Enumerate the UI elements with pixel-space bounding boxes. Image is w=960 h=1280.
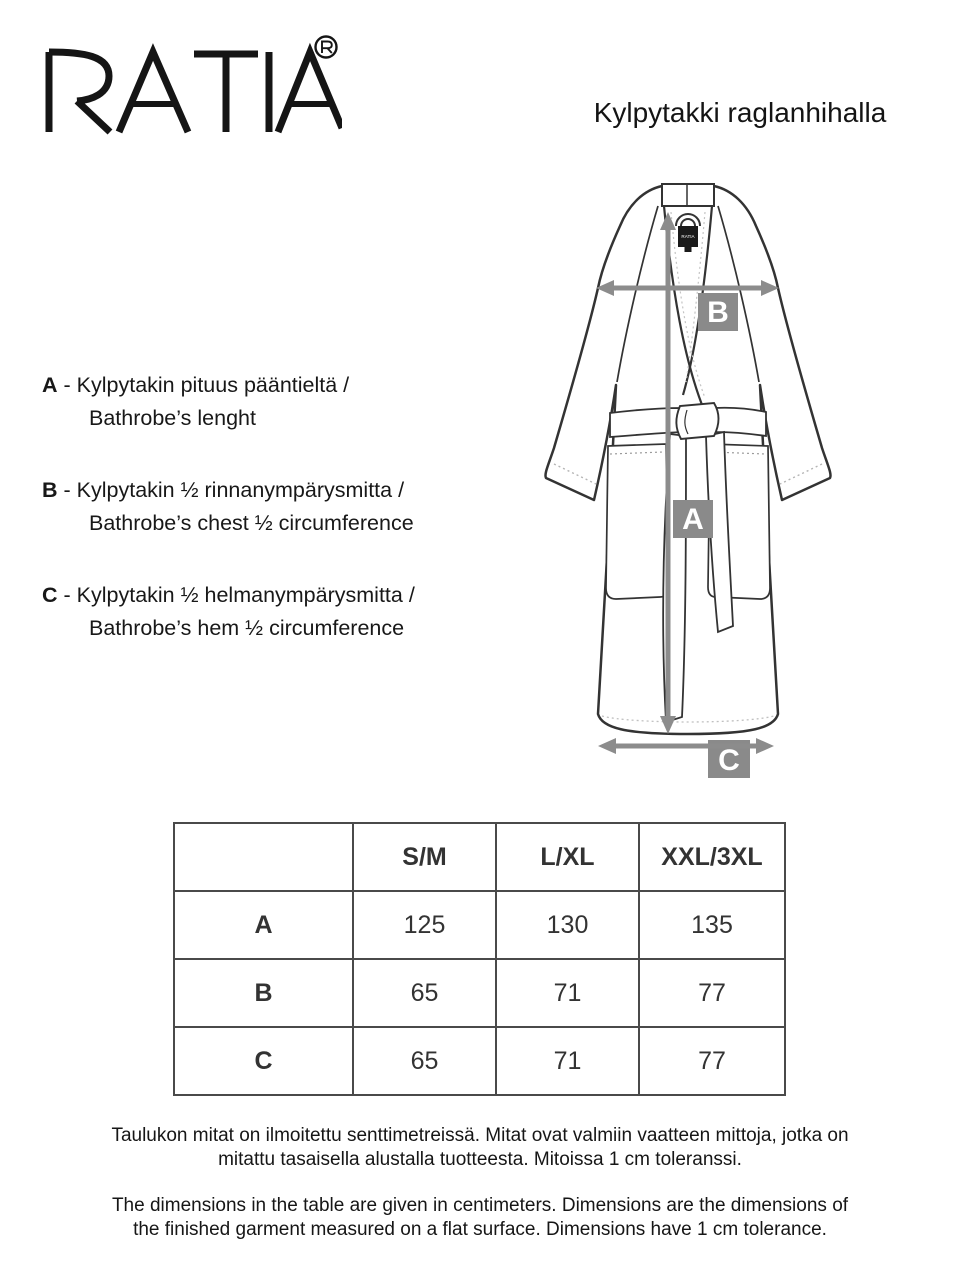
neck-label-text: RATIA xyxy=(681,234,695,239)
value-b-lxl: 71 xyxy=(496,959,639,1027)
footnote-en-line2: the finished garment measured on a flat surface. Dimensions have 1 cm tolerance. xyxy=(133,1219,827,1240)
value-c-xxl3xl: 77 xyxy=(639,1027,785,1095)
footnote-fi-line1: Taulukon mitat on ilmoitettu senttimetreissä. Mitat ovat valmiin vaatteen mittoja, jotka on xyxy=(111,1125,849,1146)
size-table-col-sm: S/M xyxy=(353,823,496,891)
diagram-label-c: C xyxy=(718,744,740,777)
legend-text-en-a: Bathrobe’s lenght xyxy=(89,406,256,430)
legend-text-fi-a: Kylpytakin pituus pääntieltä / xyxy=(76,373,350,397)
legend-separator: - xyxy=(57,583,77,607)
size-table-col-lxl: L/XL xyxy=(496,823,639,891)
legend-separator: - xyxy=(57,478,77,502)
row-label-a: A xyxy=(174,891,353,959)
footnote-fi-line2: mitattu tasaisella alustalla tuotteesta. Mitoissa 1 cm toleranssi. xyxy=(218,1149,742,1170)
diagram-label-a: A xyxy=(682,503,704,536)
ratia-logo xyxy=(42,34,342,138)
legend-text-fi-b: Kylpytakin ½ rinnanympärysmitta / xyxy=(76,478,405,502)
ratia-logo-graphic xyxy=(42,34,342,138)
value-b-xxl3xl: 77 xyxy=(639,959,785,1027)
value-c-lxl: 71 xyxy=(496,1027,639,1095)
page-title: Kylpytakki raglanhihalla xyxy=(593,97,887,128)
legend-text-en-c: Bathrobe’s hem ½ circumference xyxy=(89,616,405,640)
row-label-b: B xyxy=(174,959,353,1027)
legend-key-b: B xyxy=(42,478,58,502)
value-a-sm: 125 xyxy=(353,891,496,959)
size-table-col-xxl3xl: XXL/3XL xyxy=(639,823,785,891)
footnote-finnish xyxy=(0,1124,960,1172)
bathrobe-measurement-diagram xyxy=(530,170,950,810)
footnote-en-line1: The dimensions in the table are given in centimeters. Dimensions are the dimensions of xyxy=(111,1195,849,1216)
legend-item-b xyxy=(42,474,542,540)
table-row xyxy=(174,959,785,1027)
legend-key-a: A xyxy=(42,373,58,397)
table-row xyxy=(174,1027,785,1095)
legend-text-fi-c: Kylpytakin ½ helmanympärysmitta / xyxy=(76,583,415,607)
legend-separator: - xyxy=(57,373,77,397)
value-a-xxl3xl: 135 xyxy=(639,891,785,959)
value-b-sm: 65 xyxy=(353,959,496,1027)
size-table-header-row xyxy=(174,823,785,891)
value-c-sm: 65 xyxy=(353,1027,496,1095)
legend-item-c xyxy=(42,579,542,645)
table-row xyxy=(174,891,785,959)
row-label-c: C xyxy=(174,1027,353,1095)
legend-item-a xyxy=(42,369,542,435)
legend-key-c: C xyxy=(42,583,58,607)
value-a-lxl: 130 xyxy=(496,891,639,959)
robe-outline xyxy=(545,186,830,734)
bathrobe-drawing xyxy=(530,170,950,810)
registered-mark-icon xyxy=(316,37,337,58)
legend-text-en-b: Bathrobe’s chest ½ circumference xyxy=(89,511,414,535)
size-table-corner-cell xyxy=(174,823,353,891)
diagram-label-b: B xyxy=(707,296,729,329)
footnote-english xyxy=(0,1194,960,1242)
size-table xyxy=(173,822,786,1096)
